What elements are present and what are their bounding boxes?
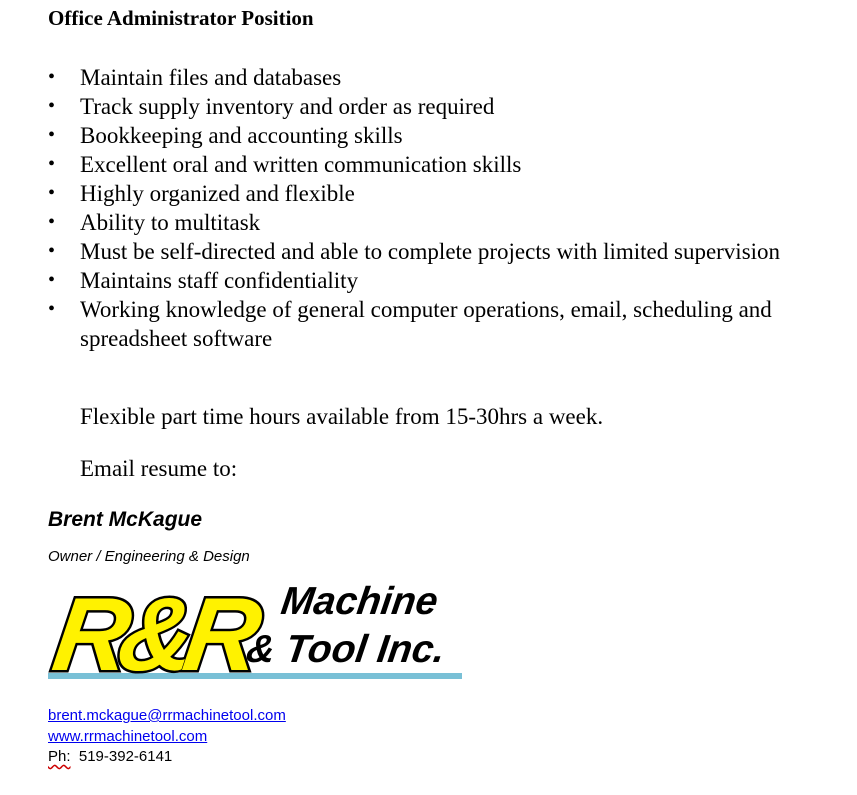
logo-rr-text: R&R	[46, 576, 259, 692]
logo-tool-text: & Tool Inc.	[243, 628, 448, 671]
signature-name: Brent McKague	[48, 508, 203, 531]
contact-website[interactable]	[48, 728, 207, 745]
list-item: • Track supply inventory and order as required	[48, 92, 818, 121]
contact-phone	[48, 748, 172, 765]
requirements-list	[48, 63, 818, 353]
job-title: Office Administrator Position	[48, 6, 314, 30]
list-item: • Excellent oral and written communication skills	[48, 150, 818, 179]
list-item: • Must be self-directed and able to complete projects with limited supervision	[48, 237, 818, 266]
list-item: • Maintains staff confidentiality	[48, 266, 818, 295]
email-prompt: Email resume to:	[80, 456, 238, 481]
list-item: • Maintain files and databases	[48, 63, 818, 92]
list-item: • Working knowledge of general computer operations, email, scheduling and spreadsheet software	[48, 295, 818, 353]
list-item: • Bookkeeping and accounting skills	[48, 121, 818, 150]
phone-number: 519-392-6141	[78, 748, 173, 765]
company-logo	[46, 570, 466, 697]
hours-paragraph: Flexible part time hours available from 15-30hrs a week.	[80, 404, 604, 429]
logo-machine-text: Machine	[278, 580, 441, 623]
phone-label: Ph:	[48, 748, 71, 765]
website-link[interactable]: www.rrmachinetool.com	[48, 728, 208, 745]
list-item: • Ability to multitask	[48, 208, 818, 237]
signature-role: Owner / Engineering & Design	[48, 548, 250, 565]
contact-email[interactable]	[48, 707, 286, 724]
list-item: • Highly organized and flexible	[48, 179, 818, 208]
email-link[interactable]: brent.mckague@rrmachinetool.com	[48, 707, 286, 724]
